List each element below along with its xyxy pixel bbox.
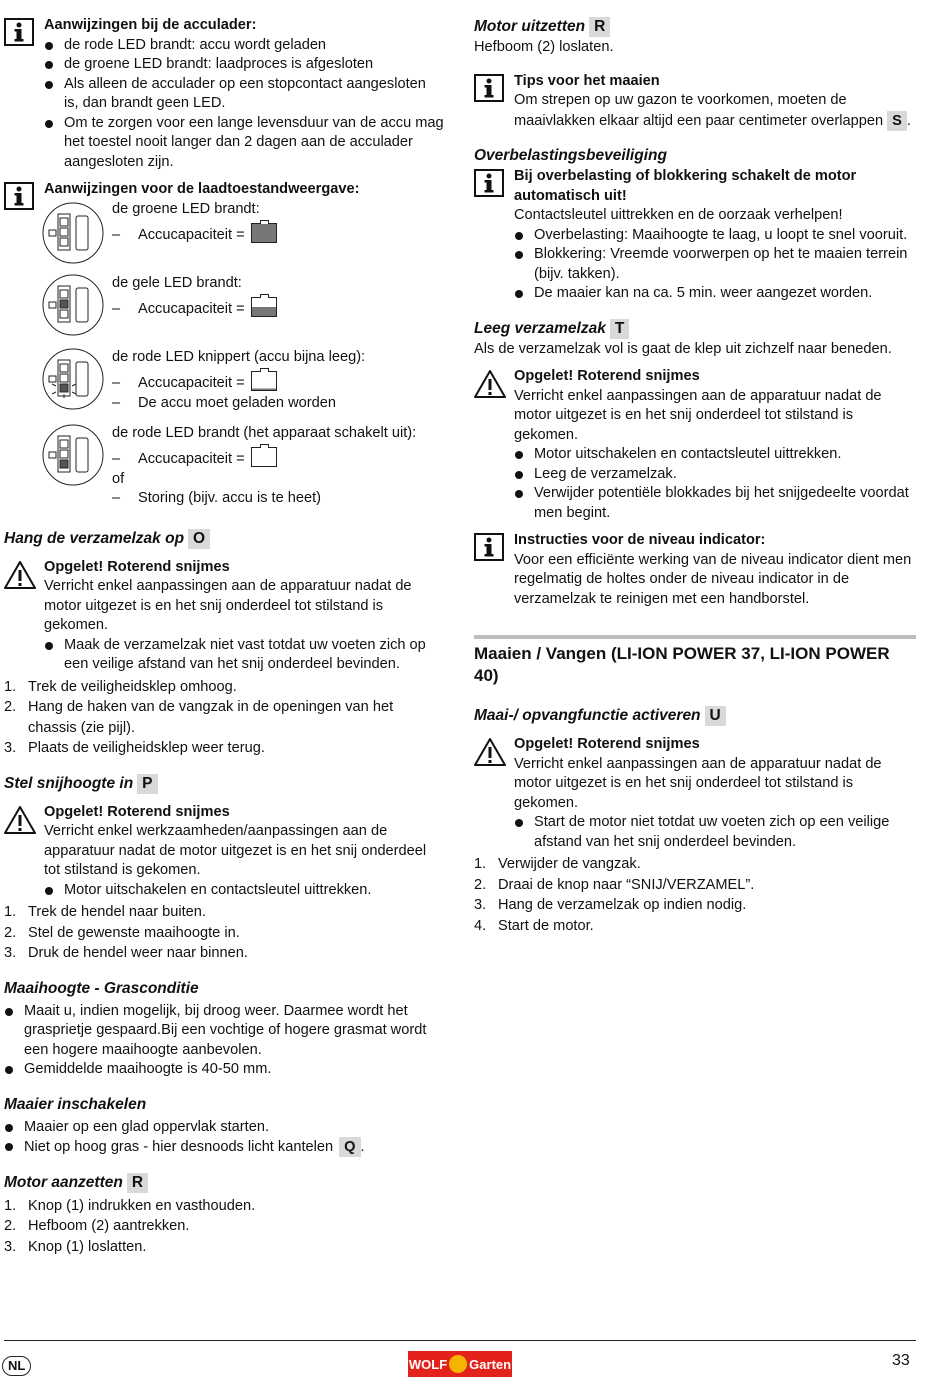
or-text: of (112, 470, 125, 487)
step-item: 2. Hefboom (2) aantrekken. (4, 1218, 190, 1234)
grass-heading: Maaihoogte - Grasconditie (4, 979, 199, 997)
led-row-red-blink: de rode LED knippert (accu bijna leeg): – Accucapaciteit = – De accu moet geladen worden (4, 348, 444, 424)
capacity-label: Accucapaciteit = (138, 227, 245, 243)
led-row-yellow: de gele LED brandt: – Accucapaciteit = (4, 274, 444, 348)
right-column (474, 16, 916, 936)
list-item: de groene LED brandt: laadproces is afgesloten (44, 55, 444, 75)
battery-icon (251, 447, 277, 467)
info-icon (474, 74, 504, 102)
hang-bag-warning (4, 558, 444, 675)
battery-icon (251, 223, 277, 243)
led-state: de rode LED knippert (accu bijna leeg): (112, 348, 366, 365)
battery-icon (251, 297, 277, 317)
charge-display-title: Aanwijzingen voor de laadtoestandweergave: (44, 181, 360, 197)
tips-text-wrap: Om strepen op uw gazon te voorkomen, moeten de maaivlakken elkaar altijd een paar centimeter overlappen S . (514, 92, 911, 129)
step-item: 2. Stel de gewenste maaihoogte in. (4, 924, 240, 941)
empty-bag-warning (474, 367, 916, 523)
list-item: Motor uitschakelen en contactsleutel uittrekken. (44, 881, 444, 901)
fox-logo-icon (449, 1355, 467, 1373)
list-item: Maak de verzamelzak niet vast totdat uw voeten zich op een veilige afstand van het snij onderdeel bevinden. (44, 636, 444, 675)
charger-notes-title: Aanwijzingen bij de acculader: (44, 17, 257, 33)
fault-text: Storing (bijv. accu is te heet) (138, 490, 322, 506)
info-text: Voor een efficiënte werking van de niveau indicator dient men regelmatig de holtes onder de niveau indicator in de verzamelzak te reinigen met een handborstel. (514, 551, 912, 607)
step-item: 4. Start de motor. (474, 917, 594, 934)
level-indicator-notes (474, 531, 916, 609)
list-item: de rode LED brandt: accu wordt geladen (44, 36, 444, 56)
led-panel-icon (42, 348, 104, 410)
hang-bag-heading: Hang de verzamelzak op O (4, 528, 444, 550)
list-item: Om te zorgen voor een lange levensduur van de accu mag het toestel nooit langer dan 2 dagen aan de acculader aangesloten zijn. (44, 114, 444, 173)
info-icon (4, 18, 34, 46)
brand-logo: WOLF Garten (408, 1351, 512, 1377)
charger-notes (4, 16, 444, 172)
list-item: Maait u, indien mogelijk, bij droog weer. Daarmee wordt het grasprietje gespaard.Bij een vochtige of hogere grasmat wordt een hogere maaihoogte aanbevolen. (4, 1002, 444, 1061)
figure-ref: R (127, 1173, 148, 1193)
cut-height-warning (4, 803, 444, 901)
motor-off-text: Hefboom (2) loslaten. (474, 39, 614, 55)
step-item: 3. Plaats de veiligheidsklep weer terug. (4, 740, 265, 756)
list-item: Motor uitschakelen en contactsleutel uittrekken. (514, 445, 916, 465)
battery-icon (251, 371, 277, 391)
led-row-green: de groene LED brandt: – Accucapaciteit = (4, 200, 444, 274)
footer-divider (4, 1340, 916, 1341)
switch-on-heading: Maaier inschakelen (4, 1095, 147, 1113)
step-item: 3. Knop (1) loslatten. (4, 1238, 147, 1255)
motor-off-heading: Motor uitzetten R (474, 16, 916, 38)
step-item: 1. Verwijder de vangzak. (474, 856, 641, 872)
warning-text: Verricht enkel aanpassingen aan de apparatuur nadat de motor uitgezet is en het snij onderdeel tot stilstand is gekomen. (44, 578, 412, 633)
list-item: Als alleen de acculader op een stopcontact aangesloten is, dan brandt geen LED. (44, 75, 444, 114)
figure-ref: S (887, 111, 907, 131)
warning-title: Opgelet! Roterend snijmes (44, 558, 230, 575)
list-item: Gemiddelde maaihoogte is 40-50 mm. (4, 1060, 444, 1080)
step-item: 1. Knop (1) indrukken en vasthouden. (4, 1197, 256, 1214)
warning-triangle-icon (4, 805, 36, 835)
capacity-label: Accucapaciteit = (138, 375, 245, 391)
list-item: De maaier kan na ca. 5 min. weer aangezet worden. (514, 284, 916, 304)
warning-text: Verricht enkel aanpassingen aan de apparatuur nadat de motor uitgezet is en het snij onderdeel tot stilstand is gekomen. (514, 755, 882, 811)
list-item: Blokkering: Vreemde voorwerpen op het te maaien terrein (bijv. takken). (514, 245, 916, 284)
step-item: 3. Druk de hendel weer naar binnen. (4, 945, 248, 961)
tips-title: Tips voor het maaien (514, 72, 660, 89)
figure-ref: P (137, 774, 157, 794)
info-title: Instructies voor de niveau indicator: (514, 532, 766, 548)
cut-height-heading: Stel snijhoogte in P (4, 773, 444, 795)
list-item: Maaier op een glad oppervlak starten. (4, 1118, 444, 1138)
list-item: Niet op hoog gras - hier desnoods licht kantelen Q . (4, 1137, 444, 1158)
figure-ref: O (188, 529, 210, 549)
led-panel-icon (42, 424, 104, 486)
warning-triangle-icon (474, 737, 506, 767)
capacity-label: Accucapaciteit = (138, 301, 245, 317)
info-icon (474, 169, 504, 197)
activate-heading: Maai-/ opvangfunctie activeren U (474, 705, 916, 727)
warning-text: Verricht enkel werkzaamheden/aanpassingen aan de apparatuur nadat de motor uitgezet is en het snij onderdeel tot stilstand is gekomen. (44, 823, 427, 878)
warning-triangle-icon (4, 560, 36, 590)
step-item: 1. Trek de veiligheidsklep omhoog. (4, 678, 237, 695)
warning-title: Opgelet! Roterend snijmes (44, 803, 230, 820)
figure-ref: Q (339, 1137, 360, 1157)
charge-display-notes (4, 180, 444, 200)
list-item: Start de motor niet totdat uw voeten zich op een veilige afstand van het snij onderdeel bevinden. (514, 813, 916, 852)
charge-needed-text: De accu moet geladen worden (138, 394, 336, 411)
led-state: de gele LED brandt: (112, 274, 242, 291)
led-panel-icon (42, 202, 104, 264)
language-badge: NL (2, 1356, 31, 1376)
tips-block (474, 72, 916, 132)
overload-heading: Overbelastingsbeveiliging (474, 147, 667, 164)
left-column (4, 16, 444, 1257)
capacity-label: Accucapaciteit = (138, 451, 245, 467)
overload-bold: Bij overbelasting of blokkering schakelt de motor automatisch uit! (514, 168, 857, 204)
list-item: Leeg de verzamelzak. (514, 465, 916, 485)
figure-ref: T (610, 319, 629, 339)
page-number: 33 (892, 1352, 910, 1369)
section-title: Maaien / Vangen (LI-ION POWER 37, LI-ION POWER 40) (474, 635, 916, 687)
step-item: 2. Hang de haken van de vangzak in de openingen van het chassis (zie pijl). (4, 699, 394, 736)
empty-bag-heading: Leeg verzamelzak T (474, 318, 916, 340)
warning-text: Verricht enkel aanpassingen aan de apparatuur nadat de motor uitgezet is en het snij onderdeel tot stilstand is gekomen. (514, 387, 882, 443)
overload-text: Contactsleutel uittrekken en de oorzaak verhelpen! (514, 207, 843, 223)
overload-block (474, 167, 916, 304)
list-item: Overbelasting: Maaihoogte te laag, u loopt te snel vooruit. (514, 226, 916, 246)
warning-triangle-icon (474, 369, 506, 399)
motor-on-heading: Motor aanzetten R (4, 1172, 444, 1194)
led-panel-icon (42, 274, 104, 336)
step-item: 1. Trek de hendel naar buiten. (4, 904, 206, 920)
figure-ref: U (705, 706, 726, 726)
warning-title: Opgelet! Roterend snijmes (514, 368, 700, 384)
step-item: 2. Draai de knop naar “SNIJ/VERZAMEL”. (474, 876, 755, 893)
list-item: Verwijder potentiële blokkades bij het snijgedeelte voordat men begint. (514, 484, 916, 523)
step-item: 3. Hang de verzamelzak op indien nodig. (474, 897, 747, 913)
led-row-red-on: de rode LED brandt (het apparaat schakelt uit): – Accucapaciteit = of – Storing (bijv. accu is te heet) (4, 424, 444, 520)
warning-title: Opgelet! Roterend snijmes (514, 736, 700, 752)
led-state: de rode LED brandt (het apparaat schakelt uit): (112, 424, 417, 441)
led-state: de groene LED brandt: (112, 200, 260, 217)
activate-warning (474, 735, 916, 852)
empty-bag-text: Als de verzamelzak vol is gaat de klep uit zichzelf naar beneden. (474, 340, 892, 357)
info-icon (474, 533, 504, 561)
figure-ref: R (589, 17, 610, 37)
